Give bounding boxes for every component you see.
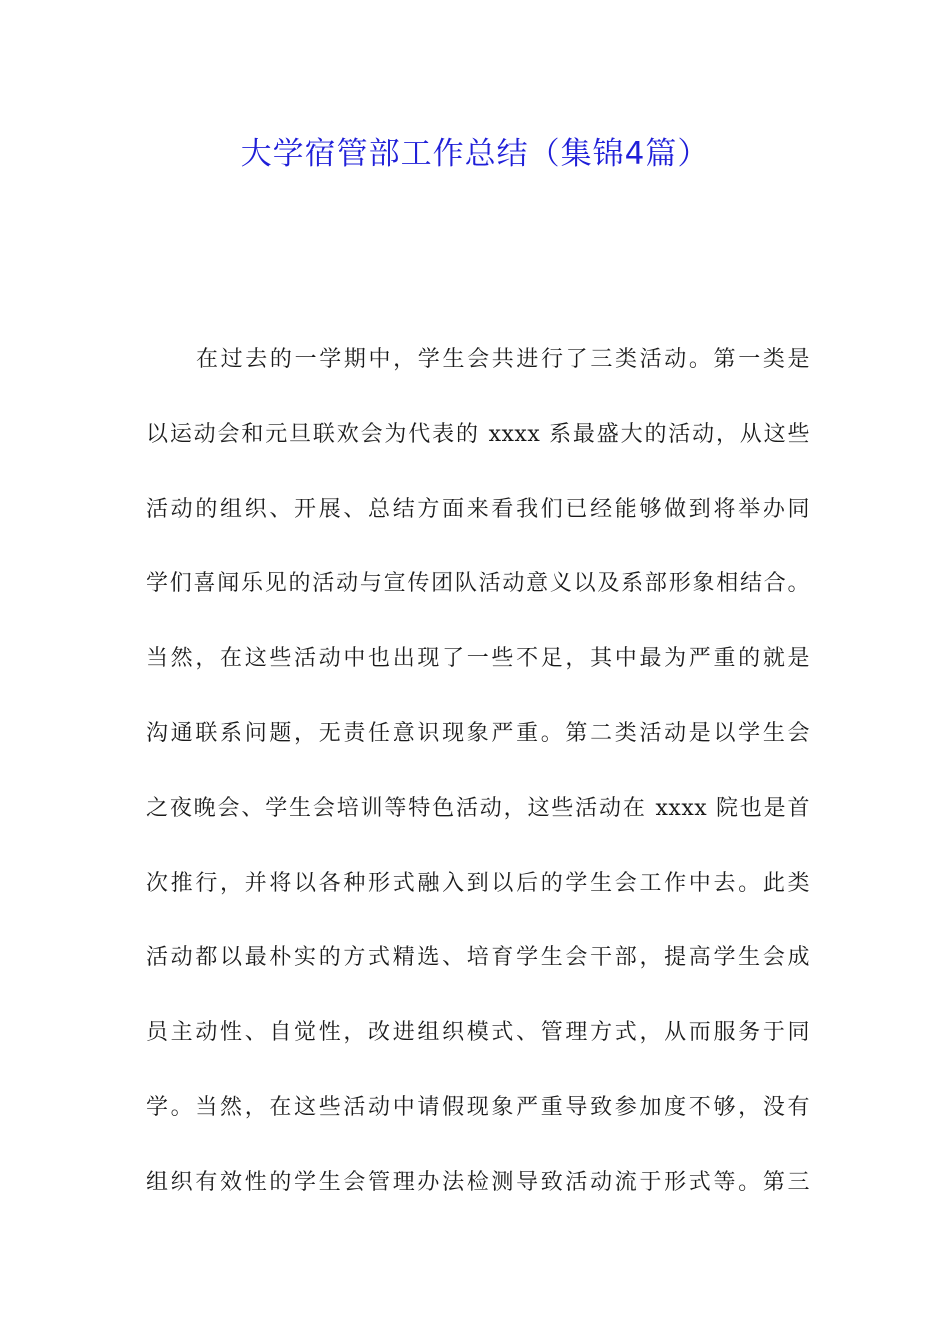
body-line-5: 当然，在这些活动中也出现了一些不足，其中最为严重的就是 <box>146 646 810 672</box>
body-line-4: 学们喜闻乐见的活动与宣传团队活动意义以及系部形象相结合。 <box>146 571 810 597</box>
body-line-3: 活动的组织、开展、总结方面来看我们已经能够做到将举办同 <box>146 496 810 522</box>
body-line-10: 员主动性、自觉性，改进组织模式、管理方式，从而服务于同 <box>146 1020 810 1046</box>
document-title: 大学宿管部工作总结（集锦4篇） <box>240 136 710 172</box>
body-line-9: 活动都以最朴实的方式精选、培育学生会干部，提高学生会成 <box>146 945 810 971</box>
body-line-1: 在过去的一学期中，学生会共进行了三类活动。第一类是 <box>196 347 810 372</box>
body-line-11: 学。当然，在这些活动中请假现象严重导致参加度不够，没有 <box>146 1094 810 1120</box>
body-line-7: 之夜晚会、学生会培训等特色活动，这些活动在 xxxx 院也是首 <box>146 795 810 821</box>
body-line-6: 沟通联系问题，无责任意识现象严重。第二类活动是以学生会 <box>146 720 810 746</box>
document-body <box>146 334 810 1232</box>
body-line-12: 组织有效性的学生会管理办法检测导致活动流于形式等。第三 <box>146 1169 810 1195</box>
body-line-2: 以运动会和元旦联欢会为代表的 xxxx 系最盛大的活动，从这些 <box>146 421 810 447</box>
body-line-8: 次推行，并将以各种形式融入到以后的学生会工作中去。此类 <box>146 870 810 896</box>
